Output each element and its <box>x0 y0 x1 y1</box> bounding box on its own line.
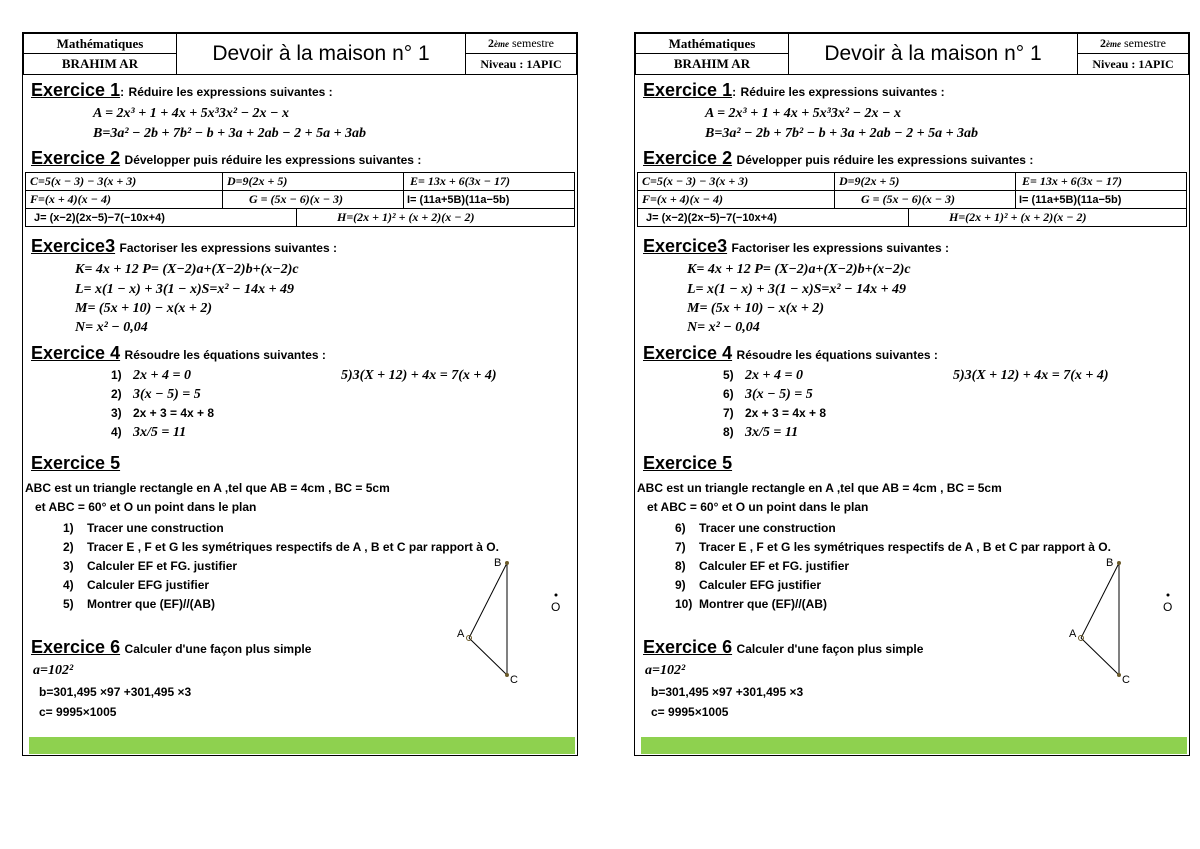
expression-k-p: K= 4x + 12 P= (X−2)a+(X−2)b+(x−2)c <box>75 262 299 277</box>
semester-sup: ème <box>1106 38 1121 49</box>
task-item: Tracer E , F et G les symétriques respectifs de A , B et C par rapport à O. <box>87 540 499 554</box>
worksheet-right <box>634 32 1190 756</box>
exercise-1-heading <box>643 80 945 101</box>
task-item: Calculer EF et FG. justifier <box>87 559 238 573</box>
exercise-6-heading <box>643 637 923 658</box>
page-title: Devoir à la maison n° 1 <box>176 33 466 75</box>
worksheet-left <box>22 32 578 756</box>
footer-bar <box>641 737 1187 754</box>
expression-d: D=9(2x + 5) <box>834 173 899 190</box>
expression-n: N= x² − 0,04 <box>75 320 148 335</box>
semester <box>1077 33 1189 54</box>
task-number: 4) <box>63 578 74 592</box>
header <box>635 33 1189 75</box>
point-c <box>505 673 509 677</box>
exercise-1-sep: : <box>120 85 125 99</box>
exercise-4-subtitle: Résoudre les équations suivantes : <box>736 348 938 362</box>
triangle-figure <box>1045 553 1185 683</box>
exercise-5-intro: ABC est un triangle rectangle en A ,tel que AB = 4cm , BC = 5cm <box>637 481 1002 495</box>
task-number: 8) <box>675 559 686 573</box>
exercise-4-title: Exercice 4 <box>31 343 121 363</box>
footer-bar <box>29 737 575 754</box>
expression-b: B=3a² − 2b + 7b² − b + 3a + 2ab − 2 + 5a + 3ab <box>705 126 979 141</box>
exercise-5-intro-2: et ABC = 60° et O un point dans le plan <box>35 500 257 514</box>
equation-5: 5)3(X + 12) + 4x = 7(x + 4) <box>341 368 497 383</box>
expression-e: E= 13x + 6(3x − 17) <box>1015 173 1122 190</box>
task-item: Montrer que (EF)//(AB) <box>87 597 215 611</box>
ex2-row-1 <box>25 172 575 191</box>
task-item: Calculer EFG justifier <box>87 578 210 592</box>
expression-j: J= (x−2)(2x−5)−7(−10x+4) <box>34 211 165 224</box>
task-number: 5) <box>63 597 74 611</box>
task-number: 3) <box>63 559 74 573</box>
subject: Mathématiques <box>23 33 177 54</box>
exercise-3-subtitle: Factoriser les expressions suivantes : <box>119 241 337 255</box>
triangle-figure <box>433 553 573 683</box>
task-item: Calculer EF et FG. justifier <box>699 559 850 573</box>
exercise-5-title: Exercice 5 <box>31 453 121 473</box>
expression-d: D=9(2x + 5) <box>222 173 287 190</box>
point-b <box>505 561 509 565</box>
ex2-row-3 <box>637 208 1187 227</box>
author: BRAHIM AR <box>23 53 177 75</box>
calc-a: a=102² <box>33 663 74 678</box>
exercise-6-heading <box>31 637 311 658</box>
side-ac <box>1081 638 1119 675</box>
expression-e: E= 13x + 6(3x − 17) <box>403 173 510 190</box>
semester <box>465 33 577 54</box>
point-c <box>1117 673 1121 677</box>
exercise-1-heading <box>31 80 333 101</box>
semester-word: semestre <box>1124 36 1166 50</box>
semester-sup: ème <box>494 38 509 49</box>
task-item: Tracer E , F et G les symétriques respectifs de A , B et C par rapport à O. <box>699 540 1111 554</box>
calc-a: a=102² <box>645 663 686 678</box>
exercise-2-subtitle: Développer puis réduire les expressions suivantes : <box>736 153 1034 167</box>
header <box>23 33 577 75</box>
expression-k-p: K= 4x + 12 P= (X−2)a+(X−2)b+(x−2)c <box>687 262 911 277</box>
exercise-2-heading <box>643 148 1033 169</box>
exercise-6-subtitle: Calculer d'une façon plus simple <box>736 642 924 656</box>
expression-a: A = 2x³ + 1 + 4x + 5x³3x² − 2x − x <box>705 106 902 121</box>
equation-5: 5)3(X + 12) + 4x = 7(x + 4) <box>953 368 1109 383</box>
equation-number: 6) <box>723 387 734 401</box>
equation: 2x + 4 = 0 <box>133 368 191 383</box>
point-b <box>1117 561 1121 565</box>
semester-word: semestre <box>512 36 554 50</box>
task-item: Tracer une construction <box>87 521 224 535</box>
equation: 3(x − 5) = 5 <box>133 387 201 402</box>
expression-c: C=5(x − 3) − 3(x + 3) <box>30 174 137 188</box>
label-b: B <box>494 557 502 569</box>
expression-n: N= x² − 0,04 <box>687 320 760 335</box>
equation: 3(x − 5) = 5 <box>745 387 813 402</box>
expression-g: G = (5x − 6)(x − 3) <box>222 191 343 208</box>
task-item: Calculer EFG justifier <box>699 578 822 592</box>
task-item: Montrer que (EF)//(AB) <box>699 597 827 611</box>
exercise-2-heading <box>31 148 421 169</box>
expression-j: J= (x−2)(2x−5)−7(−10x+4) <box>646 211 777 224</box>
level: Niveau : 1APIC <box>1077 53 1189 75</box>
exercise-6-title: Exercice 6 <box>31 637 121 657</box>
expression-f: F=(x + 4)(x − 4) <box>30 192 111 206</box>
expression-m: M= (5x + 10) − x(x + 2) <box>75 301 213 316</box>
expression-l-s: L= x(1 − x) + 3(1 − x)S=x² − 14x + 49 <box>687 282 907 297</box>
expression-b: B=3a² − 2b + 7b² − b + 3a + 2ab − 2 + 5a + 3ab <box>93 126 367 141</box>
label-c: C <box>1122 674 1130 683</box>
label-b: B <box>1106 557 1114 569</box>
exercise-5-heading <box>643 453 732 474</box>
level: Niveau : 1APIC <box>465 53 577 75</box>
exercise-4-heading <box>643 343 938 364</box>
semester-number: 2 <box>488 36 494 50</box>
equation: 3x/5 = 11 <box>133 425 187 440</box>
label-o: O <box>1163 600 1173 614</box>
equation: 2x + 3 = 4x + 8 <box>133 406 215 420</box>
label-c: C <box>510 674 518 683</box>
equation-number: 1) <box>111 368 122 382</box>
task-number: 7) <box>675 540 686 554</box>
exercise-4-subtitle: Résoudre les équations suivantes : <box>124 348 326 362</box>
label-o: O <box>551 600 561 614</box>
exercise-4-heading <box>31 343 326 364</box>
task-number: 9) <box>675 578 686 592</box>
exercise-2-subtitle: Développer puis réduire les expressions suivantes : <box>124 153 422 167</box>
task-number: 10) <box>675 597 693 611</box>
equation-number: 2) <box>111 387 122 401</box>
expression-i: I= (11a+5B)(11a−5b) <box>403 191 509 208</box>
exercise-3-subtitle: Factoriser les expressions suivantes : <box>731 241 949 255</box>
expression-h: H=(2x + 1)² + (x + 2)(x − 2) <box>296 209 475 226</box>
exercise-5-heading <box>31 453 120 474</box>
exercise-6-subtitle: Calculer d'une façon plus simple <box>124 642 312 656</box>
label-a: A <box>1069 628 1077 640</box>
exercise-5-intro-2: et ABC = 60° et O un point dans le plan <box>647 500 869 514</box>
semester-number: 2 <box>1100 36 1106 50</box>
task-number: 2) <box>63 540 74 554</box>
exercise-3-title: Exercice3 <box>31 236 116 256</box>
exercise-3-heading <box>643 236 949 257</box>
page-title: Devoir à la maison n° 1 <box>788 33 1078 75</box>
author: BRAHIM AR <box>635 53 789 75</box>
exercise-4-title: Exercice 4 <box>643 343 733 363</box>
expression-a: A = 2x³ + 1 + 4x + 5x³3x² − 2x − x <box>93 106 290 121</box>
expression-f: F=(x + 4)(x − 4) <box>642 192 723 206</box>
exercise-2-title: Exercice 2 <box>643 148 733 168</box>
equation: 2x + 3 = 4x + 8 <box>745 406 827 420</box>
ex2-row-1 <box>637 172 1187 191</box>
calc-b: b=301,495 ×97 +301,495 ×3 <box>651 685 804 699</box>
calc-c: c= 9995×1005 <box>651 705 729 719</box>
exercise-2-title: Exercice 2 <box>31 148 121 168</box>
point-o <box>555 594 558 597</box>
equation-number: 8) <box>723 425 734 439</box>
exercise-1-subtitle: Réduire les expressions suivantes : <box>128 85 333 99</box>
calc-b: b=301,495 ×97 +301,495 ×3 <box>39 685 192 699</box>
task-item: Tracer une construction <box>699 521 836 535</box>
equation-number: 4) <box>111 425 122 439</box>
task-number: 6) <box>675 521 686 535</box>
expression-l-s: L= x(1 − x) + 3(1 − x)S=x² − 14x + 49 <box>75 282 295 297</box>
equation-number: 5) <box>723 368 734 382</box>
subject: Mathématiques <box>635 33 789 54</box>
expression-h: H=(2x + 1)² + (x + 2)(x − 2) <box>908 209 1087 226</box>
expression-i: I= (11a+5B)(11a−5b) <box>1015 191 1121 208</box>
exercise-3-heading <box>31 236 337 257</box>
ex2-row-2 <box>25 190 575 209</box>
equation-number: 7) <box>723 406 734 420</box>
ex2-row-2 <box>637 190 1187 209</box>
expression-g: G = (5x − 6)(x − 3) <box>834 191 955 208</box>
label-a: A <box>457 628 465 640</box>
equation: 3x/5 = 11 <box>745 425 799 440</box>
equation: 2x + 4 = 0 <box>745 368 803 383</box>
side-ab <box>1081 563 1119 638</box>
exercise-1-subtitle: Réduire les expressions suivantes : <box>740 85 945 99</box>
equation-number: 3) <box>111 406 122 420</box>
exercise-1-title: Exercice 1 <box>31 80 121 100</box>
expression-m: M= (5x + 10) − x(x + 2) <box>687 301 825 316</box>
calc-c: c= 9995×1005 <box>39 705 117 719</box>
exercise-5-intro: ABC est un triangle rectangle en A ,tel que AB = 4cm , BC = 5cm <box>25 481 390 495</box>
side-ac <box>469 638 507 675</box>
point-o <box>1167 594 1170 597</box>
exercise-6-title: Exercice 6 <box>643 637 733 657</box>
ex2-row-3 <box>25 208 575 227</box>
task-number: 1) <box>63 521 74 535</box>
exercise-1-title: Exercice 1 <box>643 80 733 100</box>
exercise-5-title: Exercice 5 <box>643 453 733 473</box>
exercise-3-title: Exercice3 <box>643 236 728 256</box>
side-ab <box>469 563 507 638</box>
exercise-1-sep: : <box>732 85 737 99</box>
expression-c: C=5(x − 3) − 3(x + 3) <box>642 174 749 188</box>
